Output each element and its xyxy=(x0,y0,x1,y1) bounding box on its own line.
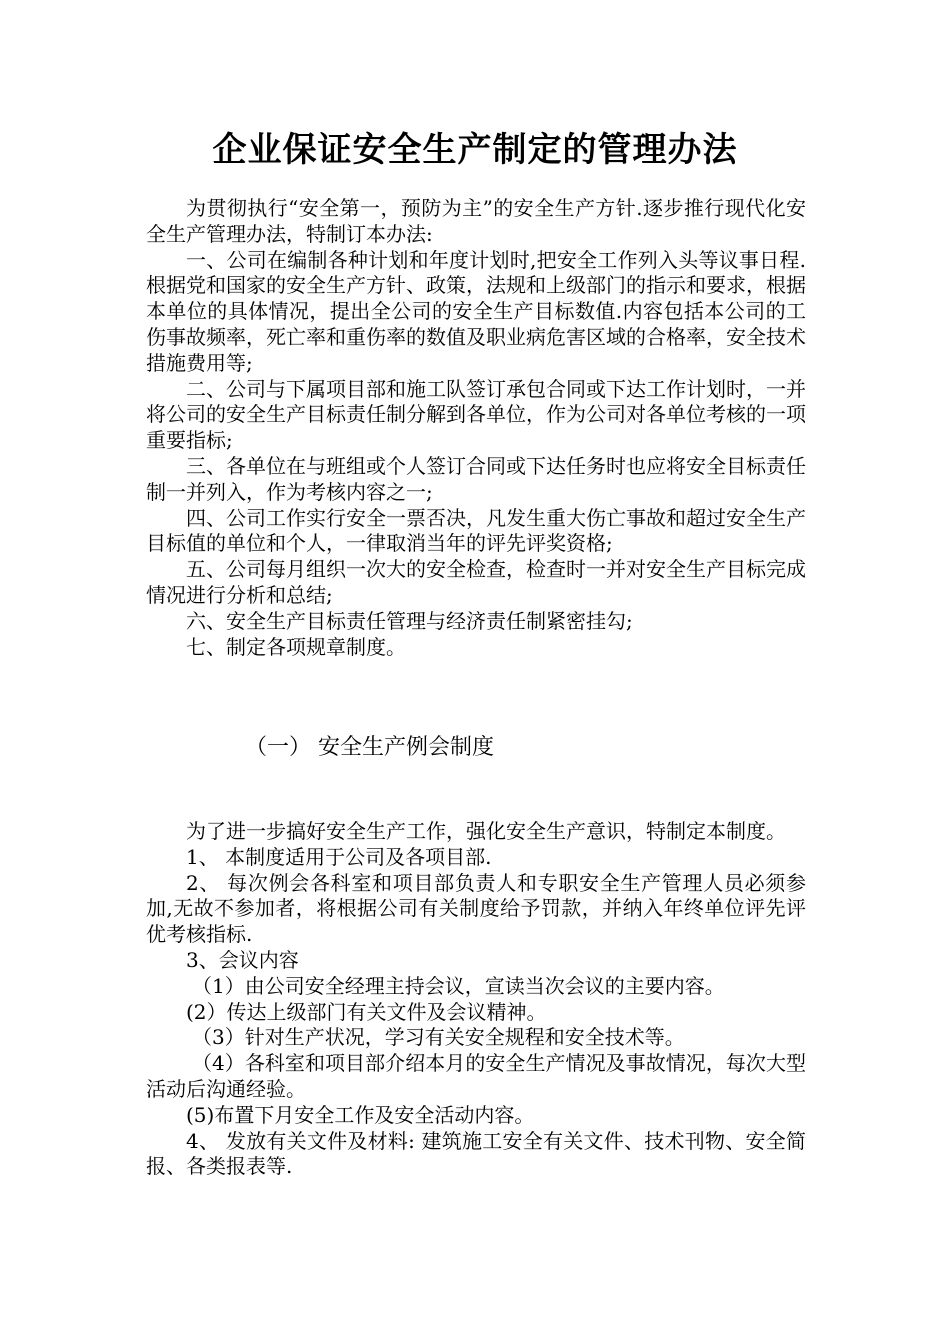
intro-paragraph: 五、公司每月组织一次大的安全检查，检查时一并对安全生产目标完成情况进行分析和总结; xyxy=(146,557,806,607)
section-paragraph: 3、会议内容 xyxy=(186,947,299,972)
section-heading: （一） 安全生产例会制度 xyxy=(245,735,494,760)
intro-paragraph: 四、公司工作实行安全一票否决，凡发生重大伤亡事故和超过安全生产目标值的单位和个人，一律取消当年的评先评奖资格; xyxy=(146,505,806,556)
intro-paragraph: 六、安全生产目标责任管理与经济责任制紧密挂勾; xyxy=(186,608,633,633)
section-paragraph: 为了进一步搞好安全生产工作，强化安全生产意识，特制定本制度。 xyxy=(186,819,786,843)
section-paragraph: （1）由公司安全经理主持会议，宣读当次会议的主要内容。 xyxy=(192,973,725,998)
section-paragraph: (5)布置下月安全工作及安全活动内容。 xyxy=(186,1102,535,1127)
intro-paragraph: 二、公司与下属项目部和施工队签订承包合同或下达工作计划时，一并将公司的安全生产目标责任制分解到各单位，作为公司对各单位考核的一项重要指标; xyxy=(146,376,806,453)
section-paragraph: 4、 发放有关文件及材料: 建筑施工安全有关文件、技术刊物、安全简报、各类报表等. xyxy=(146,1128,806,1179)
intro-section xyxy=(146,196,806,660)
intro-paragraph: 为贯彻执行“安全第一，预防为主”的安全生产方针.逐步推行现代化安全生产管理办法，特制订本办法: xyxy=(146,196,806,246)
intro-paragraph: 三、各单位在与班组或个人签订合同或下达任务时也应将安全目标责任制一并列入，作为考核内容之一; xyxy=(146,453,806,504)
document-title: 企业保证安全生产制定的管理办法 xyxy=(212,130,738,170)
section-paragraph: (2）传达上级部门有关文件及会议精神。 xyxy=(186,999,547,1024)
section-paragraph: 2、 每次例会各科室和项目部负责人和专职安全生产管理人员必须参加,无故不参加者，将根据公司有关制度给予罚款，并纳入年终单位评先评优考核指标. xyxy=(146,870,806,947)
section-paragraph: （3）针对生产状况，学习有关安全规程和安全技术等。 xyxy=(192,1025,685,1050)
intro-paragraph: 一、公司在编制各种计划和年度计划时,把安全工作列入头等议事日程.根据党和国家的安全生产方针、政策，法规和上级部门的指示和要求，根据本单位的具体情况，提出全公司的安全生产目标数值.内容包括本公司的工伤事故频率，死亡率和重伤率的数值及职业病危害区域的合格率，安全技术措施费用等; xyxy=(146,247,806,375)
section-paragraph: （4）各科室和项目部介绍本月的安全生产情况及事故情况，每次大型活动后沟通经验。 xyxy=(146,1051,806,1101)
intro-paragraph: 七、制定各项规章制度。 xyxy=(186,634,406,659)
section-paragraph: 1、 本制度适用于公司及各项目部. xyxy=(186,844,492,869)
meeting-section xyxy=(146,819,806,1180)
